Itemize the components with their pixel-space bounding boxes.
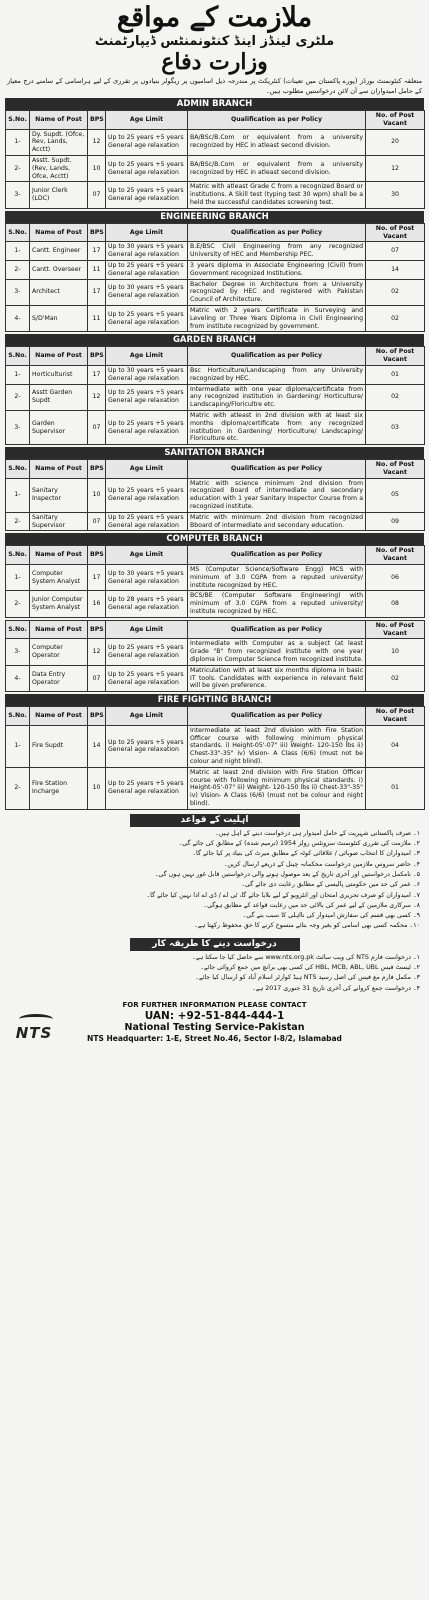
qualification-cell: Matric with science minimum 2nd division from recognized Board of intermediate and secondary education with 1 year Sanitary Inspector Course from a recognized institute. — [188, 478, 366, 512]
column-header: S.No. — [6, 223, 30, 242]
table-row — [6, 591, 425, 617]
eligibility-item: ۳۔ امیدواران کا انتخاب صوبائی / علاقائی کوٹہ کے مطابق میرٹ کی بنیاد پر کیا جائے گا۔ — [192, 850, 420, 858]
column-header: Age Limit — [106, 707, 188, 726]
column-header: No. of Post Vacant — [366, 111, 425, 130]
table-row — [6, 365, 425, 384]
eligibility-item: ۵۔ نامکمل درخواستیں اور آخری تاریخ کے بعد موصول ہونے والی درخواستیں قابل غور نہیں ہوں گی۔ — [154, 870, 420, 878]
column-header: Age Limit — [106, 546, 188, 565]
vacancy-table — [5, 346, 425, 445]
serial-cell: 4- — [6, 305, 30, 331]
post-name-cell: Cantt. Overseer — [30, 260, 88, 279]
bps-cell: 12 — [88, 129, 106, 155]
bps-cell: 10 — [88, 155, 106, 181]
column-header: Name of Post — [30, 347, 88, 366]
table-row — [6, 410, 425, 444]
column-header: Name of Post — [30, 111, 88, 130]
serial-cell: 1- — [6, 365, 30, 384]
age-limit-cell: Up to 25 years +5 years General age relaxation — [106, 410, 188, 444]
bps-cell: 17 — [88, 242, 106, 261]
post-name-cell: Asstt. Supdt. (Rev, Lands, Ofce, Acctt) — [30, 155, 88, 181]
column-header: BPS — [88, 460, 106, 479]
table-header-row — [6, 460, 425, 479]
vacancy-table — [5, 620, 425, 692]
nts-logo-arc-icon — [19, 1014, 53, 1024]
column-header: BPS — [88, 707, 106, 726]
age-limit-cell: Up to 30 years +5 years General age relaxation — [106, 279, 188, 305]
table-row — [6, 182, 425, 208]
post-name-cell: Fire Station Incharge — [30, 767, 88, 809]
serial-cell: 3- — [6, 410, 30, 444]
qualification-cell: Matric with atleast in 2nd division with at least six months diploma/certificate from any recognized institution in Gardening/ Horticulture/ Landscaping/ Floriculture etc. — [188, 410, 366, 444]
vacancies-cell: 09 — [366, 512, 425, 531]
apply-item: ۳۔ مکمل فارم مع فیس کی اصل رسید NTS ہیڈ کوارٹر اسلام آباد کو ارسال کیا جائے۔ — [195, 974, 420, 982]
footer-address: NTS Headquarter: 1-E, Street No.46, Sector I-8/2, Islamabad — [87, 1033, 342, 1043]
qualification-cell: B.E/BSC Civil Engineering from any recognized University of HEC and Membership PEC. — [188, 242, 366, 261]
table-header-row — [6, 707, 425, 726]
eligibility-list — [5, 827, 424, 934]
column-header: No. of Post Vacant — [366, 460, 425, 479]
table-row — [6, 478, 425, 512]
table-header-row — [6, 620, 425, 639]
qualification-cell: 3 years diploma in Associate Engineering (Civil) from Government recognized Institutions. — [188, 260, 366, 279]
age-limit-cell: Up to 25 years +5 years General age relaxation — [106, 155, 188, 181]
column-header: Name of Post — [30, 620, 88, 639]
branch-title: ADMIN BRANCH — [5, 98, 424, 110]
column-header: Qualification as per Policy — [188, 347, 366, 366]
qualification-cell: Matric at least 2nd division with Fire Station Officer course with following minimum physical standards. i) Height-05'-07" iii) Weight- 120-150 lbs ii) Chest-33"-35" iv) Vision- A Class (6/6) (must not be colour and night blind). — [188, 767, 366, 809]
column-header: No. of Post Vacant — [366, 707, 425, 726]
column-header: Qualification as per Policy — [188, 620, 366, 639]
column-header: BPS — [88, 546, 106, 565]
vacancies-cell: 02 — [366, 279, 425, 305]
nts-logo-text: NTS — [15, 1023, 53, 1042]
vacancies-cell: 08 — [366, 591, 425, 617]
qualification-cell: MS (Computer Science/Software Engg) MCS with minimum of 3.0 CGPA from a reputed university/ institute recognized by HEC. — [188, 565, 366, 591]
serial-cell: 2- — [6, 384, 30, 410]
post-name-cell: Garden Supervisor — [30, 410, 88, 444]
qualification-cell: Bsc Horticulture/Landscaping from any University recognized by HEC. — [188, 365, 366, 384]
bps-cell: 10 — [88, 767, 106, 809]
age-limit-cell: Up to 30 years +5 years General age relaxation — [106, 365, 188, 384]
age-limit-cell: Up to 25 years +5 years General age relaxation — [106, 639, 188, 665]
table-row — [6, 512, 425, 531]
branch-section — [5, 334, 424, 445]
age-limit-cell: Up to 28 years +5 years General age relaxation — [106, 591, 188, 617]
headline-department: ملٹری لینڈز اینڈ کنٹونمنٹس ڈیپارٹمنٹ — [94, 34, 335, 49]
eligibility-item: ۸۔ سرکاری ملازمین کے لیے عمر کی بالائی حد میں رعایت قواعد کے مطابق ہوگی۔ — [203, 901, 420, 909]
age-limit-cell: Up to 25 years +5 years General age relaxation — [106, 305, 188, 331]
column-header: Age Limit — [106, 111, 188, 130]
age-limit-cell: Up to 25 years +5 years General age relaxation — [106, 260, 188, 279]
table-header-row — [6, 347, 425, 366]
vacancies-cell: 02 — [366, 305, 425, 331]
header — [5, 2, 424, 75]
eligibility-item: ۴۔ حاضر سروس ملازمین درخواست محکمانہ چینل کے ذریعے ارسال کریں۔ — [223, 860, 420, 868]
post-name-cell: Cantt. Engineer — [30, 242, 88, 261]
age-limit-cell: Up to 30 years +5 years General age relaxation — [106, 565, 188, 591]
branches-container — [5, 98, 424, 810]
table-header-row — [6, 111, 425, 130]
table-row — [6, 665, 425, 691]
column-header: S.No. — [6, 111, 30, 130]
nts-logo — [15, 1014, 53, 1042]
serial-cell: 1- — [6, 129, 30, 155]
serial-cell: 2- — [6, 260, 30, 279]
bps-cell: 07 — [88, 512, 106, 531]
post-name-cell: Horticulturist — [30, 365, 88, 384]
column-header: Name of Post — [30, 223, 88, 242]
age-limit-cell: Up to 25 years +5 years General age relaxation — [106, 384, 188, 410]
footer-uan: UAN: +92-51-844-444-1 — [144, 1009, 285, 1022]
post-name-cell: S/D'Man — [30, 305, 88, 331]
serial-cell: 1- — [6, 565, 30, 591]
serial-cell: 2- — [6, 767, 30, 809]
vacancies-cell: 01 — [366, 767, 425, 809]
column-header: BPS — [88, 347, 106, 366]
column-header: Age Limit — [106, 460, 188, 479]
column-header: No. of Post Vacant — [366, 223, 425, 242]
bps-cell: 10 — [88, 478, 106, 512]
eligibility-item: ۱۔ صرف پاکستانی شہریت کے حامل امیدوار ہی درخواست دینے کے اہل ہیں۔ — [215, 829, 420, 837]
qualification-cell: Matric with 2 years Certificate in Surveying and Leveling or Three Years Diploma in Civil Engineering from institute recognized by government. — [188, 305, 366, 331]
vacancies-cell: 20 — [366, 129, 425, 155]
branch-title: FIRE FIGHTING BRANCH — [5, 694, 424, 706]
eligibility-item: ۹۔ کسی بھی قسم کی سفارش امیدوار کی نااہلی کا سبب بنے گی۔ — [242, 912, 420, 920]
bps-cell: 07 — [88, 665, 106, 691]
post-name-cell: Asstt Garden Supdt — [30, 384, 88, 410]
qualification-cell: Bachelor Degree in Architecture from a University recognized by HEC and registered with Pakistan Council of Architecture. — [188, 279, 366, 305]
qualification-cell: Matric with atleast Grade C from a recognized Board or institutions. A Skill test (typing test 30 wpm) shall be a held the successful candidates screening test. — [188, 182, 366, 208]
eligibility-item: ۲۔ ملازمت کی تقرری کنٹونمنٹ سرونٹس رولز 1954 (ترمیم شدہ) کے مطابق کی جائے گی۔ — [178, 840, 420, 848]
vacancy-table — [5, 223, 425, 333]
column-header: No. of Post Vacant — [366, 620, 425, 639]
bps-cell: 17 — [88, 279, 106, 305]
column-header: Qualification as per Policy — [188, 111, 366, 130]
table-row — [6, 155, 425, 181]
vacancies-cell: 07 — [366, 242, 425, 261]
bps-cell: 12 — [88, 639, 106, 665]
table-row — [6, 384, 425, 410]
vacancies-cell: 02 — [366, 384, 425, 410]
vacancies-cell: 01 — [366, 365, 425, 384]
branch-section — [5, 694, 424, 810]
headline-title: ملازمت کے مواقع — [116, 2, 313, 33]
eligibility-item: ۶۔ عمر کی حد میں حکومتی پالیسی کے مطابق رعایت دی جائے گی۔ — [241, 881, 420, 889]
post-name-cell: Sanitary Inspector — [30, 478, 88, 512]
post-name-cell: Dy. Supdt. (Ofce, Rev, Lands, Acctt) — [30, 129, 88, 155]
column-header: No. of Post Vacant — [366, 546, 425, 565]
vacancies-cell: 04 — [366, 725, 425, 767]
table-row — [6, 725, 425, 767]
serial-cell: 1- — [6, 725, 30, 767]
post-name-cell: Computer System Analyst — [30, 565, 88, 591]
eligibility-title: اہلیت کے قواعد — [130, 814, 300, 827]
table-row — [6, 279, 425, 305]
column-header: Qualification as per Policy — [188, 460, 366, 479]
bps-cell: 17 — [88, 565, 106, 591]
table-row — [6, 305, 425, 331]
serial-cell: 3- — [6, 639, 30, 665]
bps-cell: 07 — [88, 182, 106, 208]
age-limit-cell: Up to 25 years +5 years General age relaxation — [106, 182, 188, 208]
serial-cell: 2- — [6, 155, 30, 181]
bps-cell: 17 — [88, 365, 106, 384]
age-limit-cell: Up to 25 years +5 years General age relaxation — [106, 129, 188, 155]
vacancy-table — [5, 459, 425, 531]
table-row — [6, 129, 425, 155]
column-header: Age Limit — [106, 223, 188, 242]
post-name-cell: Computer Operator — [30, 639, 88, 665]
column-header: Name of Post — [30, 707, 88, 726]
qualification-cell: BA/BSc/B.Com or equivalent from a university recognized by HEC in atleast second division. — [188, 155, 366, 181]
serial-cell: 2- — [6, 512, 30, 531]
table-row — [6, 242, 425, 261]
bps-cell: 11 — [88, 305, 106, 331]
serial-cell: 3- — [6, 279, 30, 305]
vacancy-table — [5, 110, 425, 209]
post-name-cell: Fire Supdt — [30, 725, 88, 767]
serial-cell: 1- — [6, 242, 30, 261]
vacancies-cell: 14 — [366, 260, 425, 279]
table-row — [6, 260, 425, 279]
qualification-cell: Intermediate with Computer as a subject (at least Grade "B" from recognized institute with one year diploma in Computer Science from recognized institute. — [188, 639, 366, 665]
qualification-cell: Matriculation with at least six months diploma in basic IT tools. Candidates with experience in relevant field will be given preference. — [188, 665, 366, 691]
column-header: Name of Post — [30, 460, 88, 479]
post-name-cell: Sanitary Supervisor — [30, 512, 88, 531]
vacancies-cell: 02 — [366, 665, 425, 691]
branch-title: ENGINEERING BRANCH — [5, 211, 424, 223]
serial-cell: 1- — [6, 478, 30, 512]
column-header: Name of Post — [30, 546, 88, 565]
column-header: S.No. — [6, 460, 30, 479]
table-row — [6, 639, 425, 665]
age-limit-cell: Up to 25 years +5 years General age relaxation — [106, 512, 188, 531]
column-header: Qualification as per Policy — [188, 546, 366, 565]
column-header: BPS — [88, 223, 106, 242]
post-name-cell: Junior Clerk (LDC) — [30, 182, 88, 208]
vacancies-cell: 03 — [366, 410, 425, 444]
column-header: S.No. — [6, 620, 30, 639]
column-header: BPS — [88, 111, 106, 130]
serial-cell: 4- — [6, 665, 30, 691]
column-header: S.No. — [6, 347, 30, 366]
column-header: Qualification as per Policy — [188, 707, 366, 726]
footer-contact-label: FOR FURTHER INFORMATION PLEASE CONTACT — [122, 1000, 307, 1009]
age-limit-cell: Up to 30 years +5 years General age relaxation — [106, 242, 188, 261]
vacancies-cell: 30 — [366, 182, 425, 208]
qualification-cell: BCS/BE (Computer Software Engineering) with minimum of 3.0 CGPA from a reputed university/ institute recognized by HEC. — [188, 591, 366, 617]
age-limit-cell: Up to 25 years +5 years General age relaxation — [106, 767, 188, 809]
bps-cell: 11 — [88, 260, 106, 279]
eligibility-item: ۷۔ امیدواران کو صرف تحریری امتحان اور انٹرویو کے لیے بلایا جائے گا، ٹی اے / ڈی اے ادا نہیں کیا جائے گا۔ — [146, 891, 420, 899]
headline-ministry: وزارت دفاع — [161, 49, 268, 75]
bps-cell: 16 — [88, 591, 106, 617]
vacancies-cell: 05 — [366, 478, 425, 512]
branch-title: GARDEN BRANCH — [5, 334, 424, 346]
column-header: No. of Post Vacant — [366, 347, 425, 366]
vacancy-table — [5, 706, 425, 810]
branch-section — [5, 533, 424, 617]
vacancies-cell: 10 — [366, 639, 425, 665]
bps-cell: 07 — [88, 410, 106, 444]
vacancies-cell: 12 — [366, 155, 425, 181]
age-limit-cell: Up to 25 years +5 years General age relaxation — [106, 665, 188, 691]
post-name-cell: Junior Computer System Analyst — [30, 591, 88, 617]
table-row — [6, 565, 425, 591]
footer — [5, 1000, 424, 1044]
apply-item: ۱۔ درخواست فارم NTS کی ویب سائٹ www.nts.org.pk سے حاصل کیا جا سکتا ہے۔ — [192, 953, 420, 961]
apply-title: درخواست دینے کا طریقہ کار — [130, 938, 300, 951]
vacancy-table — [5, 545, 425, 617]
apply-item: ۲۔ ٹیسٹ فیس HBL, MCB, ABL, UBL کی کسی بھی برانچ میں جمع کروائی جائے۔ — [200, 964, 420, 972]
qualification-cell: Intermediate at least 2nd division with Fire Station Officer course with following minimum physical standards. i) Height-05'-07" iii) Weight- 120-150 lbs ii) Chest-33"-35" iv) Vision- A Class (6/6) (must not be colour and night blind). — [188, 725, 366, 767]
branch-title: SANITATION BRANCH — [5, 447, 424, 459]
branch-section — [5, 211, 424, 333]
table-header-row — [6, 546, 425, 565]
column-header: Age Limit — [106, 347, 188, 366]
serial-cell: 2- — [6, 591, 30, 617]
branch-section — [5, 98, 424, 209]
qualification-cell: BA/BSc/B.Com or equivalent from a university recognized by HEC in atleast second division. — [188, 129, 366, 155]
apply-item: ۴۔ درخواست جمع کروانے کی آخری تاریخ 31 جنوری 2017 ہے۔ — [252, 984, 420, 992]
vacancies-cell: 06 — [366, 565, 425, 591]
footer-org: National Testing Service-Pakistan — [124, 1021, 305, 1033]
table-header-row — [6, 223, 425, 242]
branch-section — [5, 620, 424, 692]
column-header: S.No. — [6, 546, 30, 565]
post-name-cell: Data Entry Operator — [30, 665, 88, 691]
age-limit-cell: Up to 25 years +5 years General age relaxation — [106, 725, 188, 767]
bps-cell: 12 — [88, 384, 106, 410]
age-limit-cell: Up to 25 years +5 years General age relaxation — [106, 478, 188, 512]
eligibility-item: ۱۰۔ محکمہ کسی بھی اسامی کو بغیر وجہ بتائے منسوخ کرنے کا حق محفوظ رکھتا ہے۔ — [194, 922, 420, 930]
column-header: Age Limit — [106, 620, 188, 639]
apply-list — [5, 951, 424, 996]
serial-cell: 3- — [6, 182, 30, 208]
intro-paragraph: متعلقہ کنٹونمنٹ بورڈز (پورے پاکستان میں تعینات) کنٹریکٹ پر مندرجہ ذیل اسامیوں پر ریگولر بنیادوں پر تقرری کے لیے ہراسامی کے سامنے درج معیار کے حامل امیدواران سے آن لائن درخواستیں مطلوب ہیں۔ — [7, 77, 422, 95]
bps-cell: 14 — [88, 725, 106, 767]
qualification-cell: Intermediate with one year diploma/certificate from any recognized institution in Gardening/ Horticulture/ Landscaping/Floricultre etc. — [188, 384, 366, 410]
post-name-cell: Architect — [30, 279, 88, 305]
column-header: Qualification as per Policy — [188, 223, 366, 242]
branch-section — [5, 447, 424, 531]
column-header: S.No. — [6, 707, 30, 726]
branch-title: COMPUTER BRANCH — [5, 533, 424, 545]
table-row — [6, 767, 425, 809]
column-header: BPS — [88, 620, 106, 639]
qualification-cell: Matric with minimum 2nd division from recognized Bboard of intermediate and secondary education. — [188, 512, 366, 531]
